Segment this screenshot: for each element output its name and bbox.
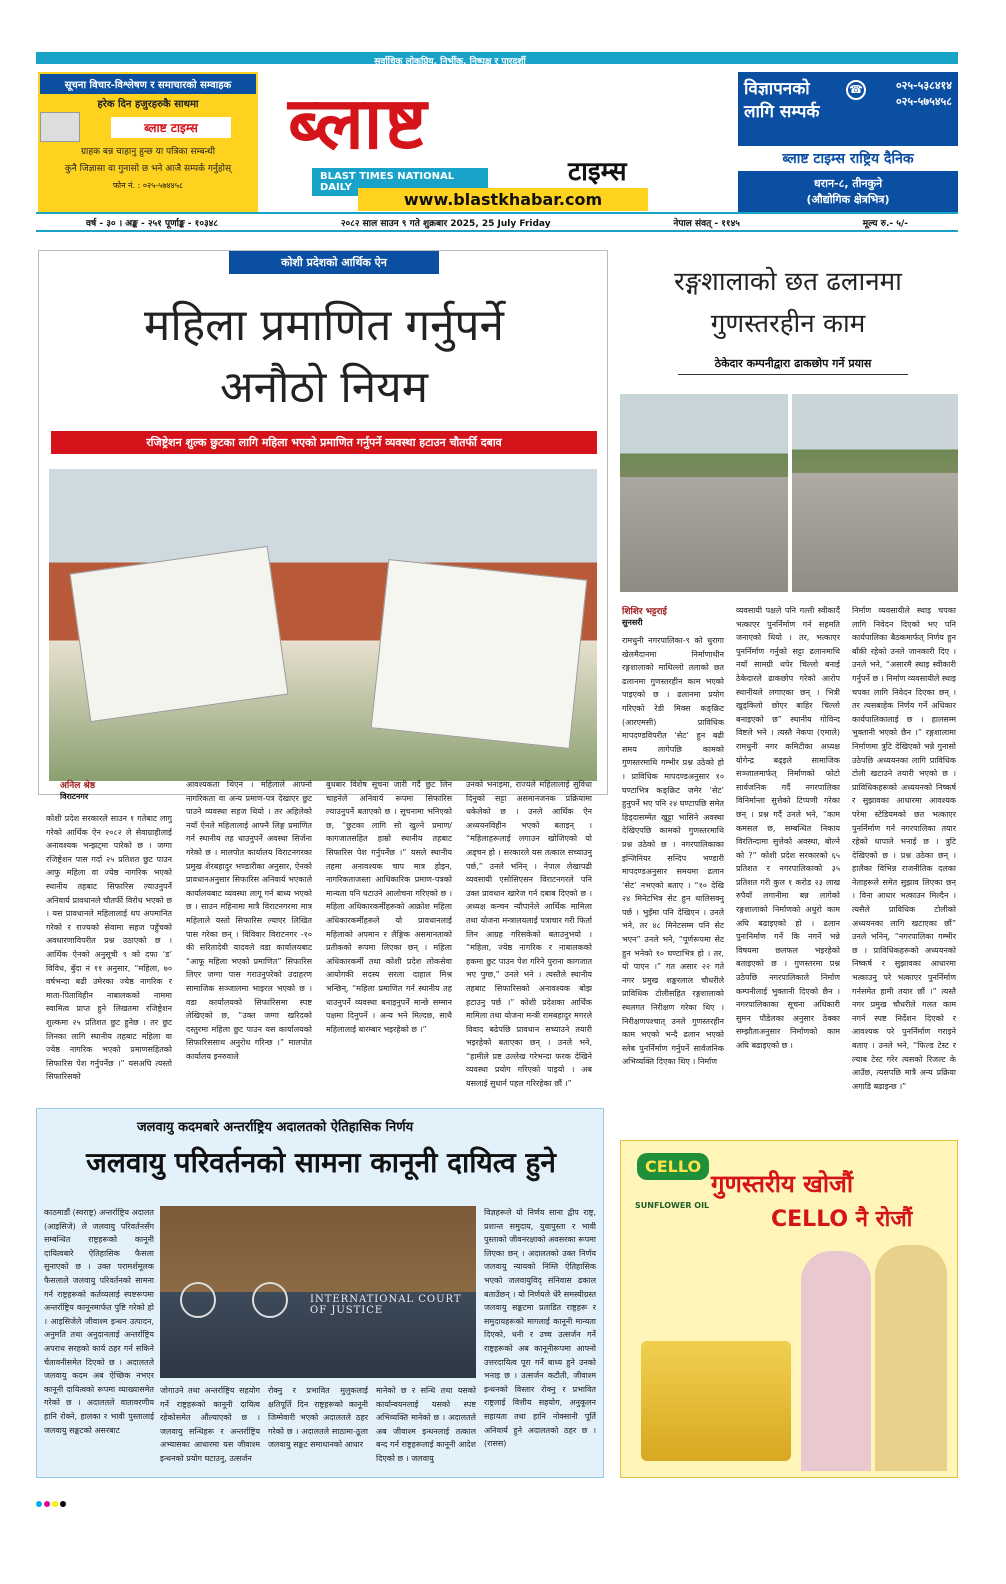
stadium-place: सुनसरी bbox=[622, 618, 643, 627]
stadium-deck: ठेकेदार कम्पनीद्वारा ढाकछोप गर्ने प्रयास bbox=[678, 356, 908, 375]
promo-brand: ब्लाष्ट टाइम्स bbox=[111, 117, 231, 138]
lead-headline bbox=[59, 295, 589, 419]
lead-story bbox=[38, 250, 608, 795]
stadium-headline-line1: रङ्गशालाको छत ढलानमा bbox=[674, 267, 902, 297]
icj-photo-text: INTERNATIONAL COURT OF JUSTICE bbox=[310, 1294, 462, 1316]
cello-slogan-1: गुणस्तरीय खोजौं bbox=[711, 1170, 854, 1198]
icj-photo bbox=[160, 1206, 476, 1378]
price: मूल्य रु.- ५/- bbox=[862, 218, 908, 229]
ad-address1: धरान-८, तीनकुने bbox=[813, 177, 883, 190]
climate-column-4: मानेको छ र सन्धि तथा यसको कार्यान्वयनलाई यसको स्पष्ट अभिव्यक्ति मानेको छ । अदालतले अब जीवाश्म इन्धनलाई तत्काल बन्द गर्न राष्ट्रहरूलाई कानूनी आदेश दिएको छ । जलवायु bbox=[376, 1386, 476, 1463]
lead-headline-line1: महिला प्रमाणित गर्नुपर्ने bbox=[144, 300, 504, 351]
issue-info-bar bbox=[36, 212, 958, 232]
ad-contact-box bbox=[738, 72, 958, 212]
newspaper-icon bbox=[40, 112, 80, 142]
climate-kicker: जलवायु कदमबारे अन्तर्राष्ट्रिय अदालतको ऐतिहासिक निर्णय bbox=[137, 1120, 414, 1135]
cyan-dot bbox=[36, 1501, 42, 1507]
stadium-headline-line2: गुणस्तरहीन काम bbox=[710, 309, 866, 339]
yellow-dot bbox=[52, 1501, 58, 1507]
lead-column-4: उनको भनाइमा, राज्यले महिलालाई सुविधा दिनुको सट्टा असमानजनक प्रक्रियामा धकेलेको छ । उनले आर्थिक ऐन अध्ययनविहीन भएको बताइन् । “महिलाहरूलाई लगाउन खोजिएको यो अड्चन हो । सरकारले यस तत्काल सच्याउनु पर्छ,” उनले भनिन् । नेपाल लेखापढी व्यवसायी एसोसिएसन विराटनगरले पनि उक्त प्रावधान खारेज गर्न दबाब दिएको छ । अध्यक्ष कन्चन न्यौपानेले आर्थिक मामिला तथा योजना मन्त्रालयलाई पत्राचार गरी फिर्ता लिन आग्रह गरिसकेको बताउनुभयो । “महिला, ज्येष्ठ नागरिक र नाबालकको हकमा छुट पाउन पेश गरिने पुराना कागजात भए पुग्छ,” उनले भने । त्यस्तैले स्थानीय तहबाट सिफारिसको अनावश्यक बोझ हटाउनु पर्छ ।” कोशी प्रदेशका आर्थिक मामिला तथा योजना मन्त्री रामबहादुर मगरले विवाद बढेपछि प्रावधान सच्याउने तयारी भइरहेको बताएका छन् । उनले भने, “हामीले प्रष्ट उल्लेख गरेभन्दा फरक देखिने व्यवस्था प्रयोग गरिएको पाइयो । अब यसलाई सुधार्न पहल गरिरहेका छौं ।” bbox=[466, 780, 592, 1089]
cello-logo: CELLO bbox=[637, 1153, 709, 1180]
oil-bottles-image bbox=[641, 1341, 791, 1461]
stadium-column-2: व्यवसायी पक्षले पनि गल्ती स्वीकार्दै भत्काएर पुनर्निर्माण गर्न सहमति जनाएको थियो । तर, भत्काएर पुनर्निर्माण गर्नुको सट्टा ढलानमाथि नयाँ सामग्री थपेर चिल्लो बनाई ठेकेदारले ढाकछोप गरेको आरोप स्थानीयले लगाएका छन् । भित्री खुड्किलो छोएर बाहिर चिल्लो बनाइएको छ” स्थानीय गोविन्द विष्टले भने । त्यस्तै नेकपा (एमाले) रामधुनी नगर कमिटीका अध्यक्ष योगेन्द्र बढ्इले सामाजिक सञ्जालमार्फत् निर्माणको फोटो सार्वजनिक गर्दै नगरपालिका विनिर्मान्ता सुत्तेको टिप्पणी गरेका छन् । प्रश्न गर्दै उनले भने, “काम कमसल छ, सम्बन्धित निकाय विरतिन्दामा सुत्तेको अवस्था, बोल्ने को ?” कोशी प्रदेश सरकारको ६५ प्रतिशत र नगरपालिकाको ३५ प्रतिशत गरी कुल १ करोड २३ लाख रुपैयाँ लगानीमा बन्न लागेको रङ्गशालाको निर्माणको अधुरो काम अघि बढाइएको हो । ढलान पुनःनिर्माण गर्ने कि नगर्ने भन्ने विषयमा छलफल भइरहेको बताइएको छ । गुणस्तरमा प्रश्न उठेपछि नगरपालिकाले निर्माण कम्पनीलाई भुक्तानी दिएको छैन । नगरपालिकाका सूचना अधिकारी सुमन पौडेलका अनुसार ठेक्का सम्झौताअनुसार निर्माणको काम अघि बढाइएको छ । bbox=[736, 606, 840, 1050]
stadium-story-header bbox=[618, 250, 958, 400]
lead-headline-line2: अनौठो नियम bbox=[219, 362, 429, 413]
lead-column-2: आवश्यकता थिएन । महिलाले आफ्नो नागरिकता वा अन्य प्रमाण-पत्र देखाएर छुट पाउने व्यवस्था सहज थियो । तर अहिलेको नयाँ ऐनले महिलालाई आफ्नै लिङ्ग प्रमाणित गर्न स्थानीय तह धाउनुपर्ने अवस्था सिर्जना गरेको छ । मालपोत कार्यालय विराटनगरका प्रमुख शेरबहादुर भण्डारीका अनुसार, ऐनको प्रावधानअनुसार सिफारिस अनिवार्य भएकाले कार्यालयबाट व्यवस्था लागू गर्न बाध्य भएको छ । साउन महिनामा मात्रै विराटनगरमा मात्र महिलाले यस्तो सिफारिस ल्याएर लिखित पास गरेका छन् । विविवार विराटनगर -१० की सरितादेवी यादवले वडा कार्यालयबाट “आफू महिला भएको प्रमाणित” सिफारिस लिएर जग्गा पास गराउनुपरेको उदाहरण सामाजिक सञ्जालमा भाइरल भएको छ । वडा कार्यालयको सिफारिसमा स्पष्ट लेखिएको छ, “उक्त जग्गा खरिदको दस्तुरमा महिला छुट पाउन यस कार्यालयको सिफारिससाथ अनुरोध गरिन्छ ।” मालपोत कार्यालय इनरुवाले bbox=[186, 780, 312, 1061]
subscription-promo bbox=[38, 72, 258, 212]
masthead bbox=[268, 68, 728, 208]
stadium-photo-1 bbox=[620, 394, 788, 592]
black-dot bbox=[60, 1501, 66, 1507]
model-image-2 bbox=[875, 1245, 947, 1471]
masthead-times: टाइम्स bbox=[568, 157, 627, 187]
website-url[interactable]: www.blastkhabar.com bbox=[358, 188, 648, 211]
masthead-logo: ब्लाष्ट bbox=[288, 80, 429, 165]
lead-place: विराटनगर bbox=[60, 792, 89, 801]
promo-phone: फोन नं. : ०२५-५७४४५८ bbox=[112, 181, 184, 190]
climate-headline: जलवायु परिवर्तनको सामना कानूनी दायित्व हुने bbox=[86, 1146, 556, 1179]
lead-deck: रजिष्ट्रेशन शुल्क छुटका लागि महिला भएको प्रमाणित गर्नुपर्ने व्यवस्था हटाउन चौतर्फी दबाव bbox=[51, 431, 597, 454]
climate-column-2: जोगाउने तथा अन्तर्राष्ट्रिय सहयोग गर्ने राष्ट्रहरूको कानूनी दायित्व रहेकोसमेत औंल्याएको छ । जलवायु सन्धिहरू र अन्तर्राष्ट्रिय अभ्यासका आधारमा यस जीवाश्म इन्धनको प्रयोग घटाउनु, उत्सर्जन bbox=[160, 1386, 260, 1463]
nepal-samvat: नेपाल संवत् - ११४५ bbox=[673, 218, 740, 229]
stadium-column-3: निर्माण व्यवसायीले स्थाइ चपका लागि निवेदन दिएको भए पनि कार्यपालिका बैठकमार्फत् निर्णय हुन बाँकी रहेको उनले जानकारी दिए । उनले भने, “असारमै स्थाइ स्वीकारी गर्नुपर्ने छ । निर्माण व्यवसायीले स्थाइ चपका लागि निवेदन दिएका छन् । तर त्यसबाहेक निर्णय गर्ने अधिकार कार्यपालिकालाई छ । हालसम्म भुक्तानी भएको छैन ।” रङ्गशालामा निर्माणमा त्रुटि देखिएको भन्ने गुनासो उठेपछि अध्ययनका लागि प्राविधिक टोली खटाउने तयारी भएको छ । प्राविधिकहरूको अध्ययनको निष्कर्ष र सुझावका आधारमा आवश्यक परेमा स्टेडियमको छत भत्काएर पुनर्निर्माण गर्न नगरपालिका तयार रहेको धापाले भनाई छ । त्रुटि देखिएको छ । प्रश्न उठेका छन् । हालैका विभिन्न राजनीतिक दलका नेताहरूले समेत सुझाव लिएका छन् । विना आधार भत्काउन मिल्दैन । त्यसैले प्राविधिक टोलीको अध्ययनका लागि खटाएका छौं” उनले भनिन्, “नगरपालिका गम्भीर छ । प्राविधिकहरूको अध्ययनको निष्कर्ष र सुझावका आधारमा भत्काउनु परे भत्काएर पुनर्निर्माण गर्नसमेत हामी तयार छौं ।” त्यस्तै नगर प्रमुख चौधरीले गलत काम नगर्न स्पष्ट निर्देशन दिएको र आवश्यक परे पुनर्निर्माण गराइने बताए । उनले भने, “फिल्ड टेस्ट र ल्याब टेस्ट गरेर त्यसको रिजल्ट के आउँछ, त्यसपछि मात्रै अन्य प्रक्रिया अगाडि बढाइन्छ ।” bbox=[852, 606, 956, 1091]
phone-icon: ☎ bbox=[846, 80, 866, 100]
climate-column-5: विज्ञहरूले यो निर्णय साना द्वीप राष्ट्र, प्रशान्त समुदाय, युवापुस्ता र भावी पुस्ताको जीवनरक्षाको अवसरका रूपमा लिएका छन् । अदालतको उक्त निर्णय जलवायु न्यायको निम्ति ऐतिहासिक भएको जलवायुविद् संनिवास ढकाल बताउँछन् । यो निर्णयले धेरै समस्यीग्रस्त जलवायु सङ्कटमा प्रताडित राष्ट्रहरू र समुदायहरूको मागलाई कानूनी मान्यता दिएको, धनी र उच्च उत्सर्जन गर्ने राष्ट्रहरूको अब कानूनीरूपमा आफ्नो उत्तरदायित्व पूरा गर्ने बाध्य हुने उनको भनाइ छ । उत्सर्जन कटौती, जीवाश्म इन्धनको विस्तार रोक्नु र प्रभावित राष्ट्रलाई वित्तीय सहयोग, अनुकूलन सहायता तथा हानि नोक्सानी पूर्ति अनिवार्य हुने अदालतको ठहर छ । (रासस) bbox=[484, 1208, 596, 1449]
issue-date: २०८२ साल साउन ९ गते शुक्रबार 2025, 25 July Friday bbox=[340, 218, 551, 229]
magenta-dot bbox=[44, 1501, 50, 1507]
volume-info: वर्ष - ३० । अङ्क - २५१ पूर्णाङ्क - १०३४८ bbox=[86, 218, 219, 229]
stadium-byline: शिशिर भट्टराई bbox=[622, 607, 667, 617]
registration-marks bbox=[36, 1492, 958, 1500]
un-emblem-icon bbox=[180, 1282, 216, 1318]
lead-column-1: कोशी प्रदेश सरकारले साउन १ गतेबाट लागु गरेको आर्थिक ऐन २०८२ ले सेवाग्राहीलाई अनावश्यक भन्झट्मा पारेको छ । जग्गा रजिष्ट्रेशन पास गर्दा २५ प्रतिशत छुट पाउन आफु महिला वा ज्येष्ठ नागरिक भएको स्थानीय तहबाट सिफारिस ल्याउनुपर्ने अनिवार्य प्रावधानले चौतर्फी विरोध भएको छ । यस प्रावधानले महिलालाई थप अपमानित गरेको र राज्यको सेवामा सहज पहुँचको अवधारणाविपरीत प्रश्न उठाएको छ । आर्थिक ऐनको अनुसूची ९ को दफा ‘ड’ विविध, बुँदा नं ११ अनुसार, “महिला, ७० वर्षभन्दा बढी उमेरका ज्येष्ठ नागरिक र माता-पिताविहीन नाबालकको नाममा स्वामित्व प्राप्त हुने लिखतमा रजिष्ट्रेशन शुल्कमा २५ प्रतिशत छुट हुनेछ । तर छुट लिनका लागि स्थानीय तहबाट महिला वा ज्येष्ठ नागरिक भएको प्रमाणसहितको सिफारिस पेश गर्नुपर्नेछ ।” यसअघि त्यस्तो सिफारिसको bbox=[46, 814, 172, 1082]
lead-byline-block bbox=[60, 778, 95, 802]
climate-column-1: काठमाडौं (स्वराष्ट्र) अन्तर्राष्ट्रिय अदालत (आइसिजे) ले जलवायु परिवर्तनसँग सम्बन्धित राष्ट्रहरूको कानूनी दायित्वबारे ऐतिहासिक फैसला सुनाएको छ । उक्त परामर्शमूलक फैसलाले जलवायु परिवर्तनको सामना गर्न राष्ट्रहरूको कर्तव्यलाई स्पष्टरूपमा अन्तर्राष्ट्रिय कानूनमार्फत पुष्टि गरेको हो । आइसिजेले जीवाश्म इन्धन उत्पादन, अनुमति तथा अनुदानलाई अन्तर्राष्ट्रिय अपराध सरहको कार्य ठहर गर्न सकिने चेतावनीसमेत दिएको छ । अदालतले जलवायु कदम अब ऐच्छिक नभएर कानूनी दायित्वको रूपमा व्याख्यासमेत गरेको छ । अदालतले वातावरणीय हानि रोक्ने, हालका र भावी पुस्तालाई जलवायु सङ्कटको असरबाट bbox=[44, 1208, 154, 1435]
lead-photo bbox=[49, 469, 597, 781]
lead-column-3: बुधबार विशेष सूचना जारी गर्दै छुट लिन चाहनेले अनिवार्य रूपमा सिफारिस ल्याउनुपर्ने बताएको छ । सूचनामा भनिएको छ, “छुटका लागि सो खुल्ने प्रमाण/कागजातसहित हाम्रो स्थानीय तहबाट सिफारिस पेश गर्नुपर्नेछ ।” यसले स्थानीय तहमा अनावश्यक चाप मात्र होइन, नागरिकताजस्ता आधिकारिक प्रमाण-पत्रको मान्यता पनि घटाउने आलोचना गरिएको छ । महिला अधिकारकर्मीहरूको आक्रोश महिला अधिकारकर्मीहरूले यो प्रावधानलाई महिलाको अपमान र लैङ्गिक असमानताको प्रतीकको रूपमा लिएका छन् । महिला अधिकारकर्मी तथा कोशी प्रदेश लोकसेवा आयोगकी सदस्य सरला दाहाल मिश्र भन्छिन्, “महिला प्रमाणित गर्न स्थानीय तह धाउनुपर्ने व्यवस्था बनाइनुपर्ने मान्छे सम्मान पक्षमा दिनुपर्ने । अन्य भने मिल्दछ, साथै महिलालाई बारम्बार भइरहेको छ ।” bbox=[326, 780, 452, 1034]
lead-kicker: कोशी प्रदेशको आर्थिक ऐन bbox=[229, 251, 439, 274]
ad-name: ब्लाष्ट टाइम्स राष्ट्रिय दैनिक bbox=[738, 146, 958, 171]
climate-column-3: रोक्नु र प्रभावित मुलुकलाई क्षतिपूर्ति दिन राष्ट्रहरूको कानूनी जिम्मेवारी भएको अदालतले ठहर गरेको छ । अदालतले साठामा-ठूला जलवायु सङ्कट समाधानको आधार bbox=[268, 1386, 368, 1450]
document-image-right bbox=[371, 559, 588, 749]
promo-line3: ग्राहक बन्न चाहानु हुन्छ या पत्रिका सम्बन्धी bbox=[80, 147, 216, 157]
daily-label: BLAST TIMES NATIONAL DAILY bbox=[312, 168, 488, 196]
stadium-byline-block bbox=[622, 604, 667, 628]
ad-phone2: ०२५-५७५४५८ bbox=[895, 95, 952, 108]
stadium-photo-2 bbox=[792, 394, 958, 592]
promo-line2: हरेक दिन हजुरहरुकै साथमा bbox=[97, 99, 199, 110]
ad-caption1: विज्ञापनको bbox=[744, 79, 810, 99]
promo-line4: कुनै जिज्ञासा वा गुनासो छ भने आजै सम्पर्क गर्नुहोस् bbox=[64, 164, 232, 174]
ad-address2: (औद्योगिक क्षेत्रभित्र) bbox=[806, 193, 890, 206]
cello-oil-label: SUNFLOWER OIL bbox=[635, 1201, 710, 1210]
cello-advertisement bbox=[620, 1140, 958, 1478]
ad-phone1: ०२५-५३८४१४ bbox=[895, 79, 952, 92]
ad-caption2: लागि सम्पर्क bbox=[744, 102, 820, 122]
promo-line1: सूचना विचार-विश्लेषण र समाचारको सम्वाहक bbox=[40, 74, 256, 94]
lead-byline: अनिल श्रेष्ठ bbox=[60, 781, 96, 791]
tagline: सर्वाधिक लोकप्रिय, निर्भीक, निष्पक्ष र पारदर्शी bbox=[374, 57, 526, 67]
document-image-left bbox=[70, 546, 289, 722]
court-emblem-icon bbox=[252, 1282, 288, 1318]
model-image-1 bbox=[801, 1251, 871, 1471]
cello-slogan-2: CELLO नै रोजौं bbox=[771, 1207, 913, 1232]
stadium-column-1: रामधुनी नगरपालिका-९ को धुरागा खेलमैदानमा निर्माणाधीन रङ्गशालाको माथिल्लो तलाको छत ढलानमा गुणस्तरहीन काम भएको पाइएको छ । ढलानमा प्रयोग गरिएको रेडी मिक्स कङ्क्रिट (आरएमसी) प्राविधिक मापदण्डविपरीत ‘सेट’ हुन बढी समय लागेपछि कामको गुणस्तरमाथि गम्भीर प्रश्न उठेको हो । प्राविधिक मापदण्डअनुसार १० घण्टाभित्र कङ्क्रिट जमेर ‘सेट’ हुनुपर्ने भए पनि २४ घण्टापछि समेत हिड्दासम्मेत खुट्टा भासिने अवस्था देखिएपछि कामको गुणस्तरमाथि प्रश्न उठेको छ । नगरपालिकाका इन्जिनियर सन्दिप भण्डारी मापदण्डअनुसार समयमा ढलान ‘सेट’ नभएको बताए । “१० देखि २४ मिनेटभित्र सेट हुन थालिसक्नु पर्छ । भुइँमा पनि देखिएन । उनले भने, तर ४८ मिनेटसम्म पनि सेट भएन” उनले भने, “पूर्णरूपमा सेट हुन भनेको १० घण्टाभित्र हो । तर, यो पाएन ।” गत असार २२ गते नगर प्रमुख शङ्करलाल चौधरीले प्राविधिक टोलीसहित रङ्गशालाको स्थलगत निरीक्षण गरेका थिए । निरीक्षणपश्चात् उनले गुणस्तरहीन काम भएको भन्दै ढलान भएको स्लेब पुनर्निर्माण गर्नुपर्ने सार्वजनिक अभिव्यक्ति दिएका थिए । निर्माण bbox=[622, 636, 724, 1067]
